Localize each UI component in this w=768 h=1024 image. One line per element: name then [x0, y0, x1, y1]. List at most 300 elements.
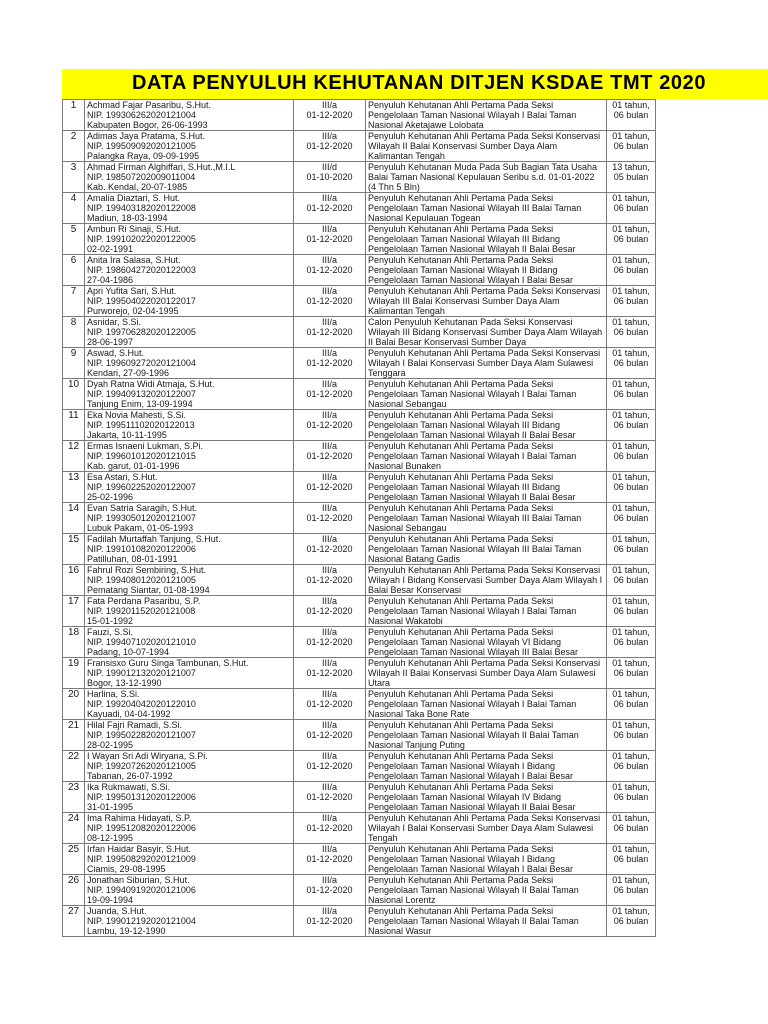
rank-grade: III/a: [321, 782, 337, 792]
birth-info: 08-12-1995: [87, 833, 134, 843]
service-years: 01 tahun,: [612, 410, 650, 420]
rank-grade: III/a: [321, 472, 337, 482]
grade-cell: [294, 410, 366, 441]
position-text: Penyuluh Kehutanan Ahli Pertama Pada Seksi Pengelolaan Taman Nasional Wilayah I Balai Taman Nasional Sebangau: [368, 379, 577, 409]
rank-grade: III/a: [321, 317, 337, 327]
staff-table: [62, 99, 656, 937]
birth-info: Purworejo, 02-04-1995: [87, 306, 179, 316]
birth-info: Bogor, 13-12-1990: [87, 678, 162, 688]
position-text: Penyuluh Kehutanan Ahli Pertama Pada Seksi Pengelolaan Taman Nasional Wilayah III Bidang Pengelolaan Taman Nasional Wilayah II Balai Besar: [368, 224, 576, 254]
employee-nip: NIP. 199409132020122007: [87, 389, 196, 399]
service-years: 01 tahun,: [612, 689, 650, 699]
name-cell: [85, 131, 294, 162]
position-text: Penyuluh Kehutanan Ahli Pertama Pada Seksi Pengelolaan Taman Nasional Wilayah III Balai Taman Nasional Sebangau: [368, 503, 582, 533]
service-period-cell: [607, 658, 656, 689]
grade-cell: [294, 162, 366, 193]
position-cell: [366, 627, 607, 658]
service-months: 06 bulan: [613, 420, 649, 430]
service-months: 06 bulan: [613, 265, 649, 275]
service-months: 06 bulan: [613, 296, 649, 306]
rank-grade: III/a: [321, 751, 337, 761]
tmt-date: 01-12-2020: [306, 482, 353, 492]
service-period-cell: [607, 844, 656, 875]
employee-nip: NIP. 199502282020121007: [87, 730, 196, 740]
tmt-date: 01-10-2020: [306, 172, 353, 182]
service-months: 06 bulan: [613, 327, 649, 337]
position-text: Penyuluh Kehutanan Ahli Pertama Pada Seksi Konservasi Wilayah I Bidang Konservasi Sumber Daya Alam Wilayah I Balai Besar Konservasi: [368, 565, 603, 595]
grade-cell: [294, 317, 366, 348]
employee-nip: NIP. 198604272020122003: [87, 265, 196, 275]
name-cell: [85, 193, 294, 224]
service-years: 01 tahun,: [612, 348, 650, 358]
grade-cell: [294, 906, 366, 937]
rank-grade: III/a: [321, 906, 337, 916]
position-text: Penyuluh Kehutanan Ahli Pertama Pada Seksi Pengelolaan Taman Nasional Wilayah I Balai Taman Nasional Bunaken: [368, 441, 577, 471]
row-number: 18: [63, 627, 85, 658]
service-years: 01 tahun,: [612, 565, 650, 575]
employee-name: Fadilah Murtaffah Tanjung, S.Hut.: [87, 534, 221, 544]
service-period-cell: [607, 100, 656, 131]
name-cell: [85, 317, 294, 348]
grade-cell: [294, 286, 366, 317]
row-number: 12: [63, 441, 85, 472]
position-text: Penyuluh Kehutanan Ahli Pertama Pada Seksi Pengelolaan Taman Nasional Wilayah III Balai Taman Nasional Kepulauan Togean: [368, 193, 582, 223]
row-number: 22: [63, 751, 85, 782]
service-years: 13 tahun,: [612, 162, 650, 172]
tmt-date: 01-12-2020: [306, 575, 353, 585]
employee-nip: NIP. 199012132020121007: [87, 668, 196, 678]
employee-nip: NIP. 199602252020122007: [87, 482, 196, 492]
service-months: 06 bulan: [613, 761, 649, 771]
tmt-date: 01-12-2020: [306, 823, 353, 833]
position-cell: [366, 534, 607, 565]
position-cell: [366, 348, 607, 379]
birth-info: 28-06-1997: [87, 337, 134, 347]
row-number: 11: [63, 410, 85, 441]
service-years: 01 tahun,: [612, 813, 650, 823]
service-months: 06 bulan: [613, 482, 649, 492]
service-months: 06 bulan: [613, 358, 649, 368]
position-cell: [366, 286, 607, 317]
service-years: 01 tahun,: [612, 751, 650, 761]
tmt-date: 01-12-2020: [306, 203, 353, 213]
table-row: [63, 782, 656, 813]
table-row: [63, 317, 656, 348]
service-years: 01 tahun,: [612, 472, 650, 482]
tmt-date: 01-12-2020: [306, 513, 353, 523]
row-number: 6: [63, 255, 85, 286]
service-period-cell: [607, 286, 656, 317]
service-months: 05 bulan: [613, 172, 649, 182]
position-text: Penyuluh Kehutanan Ahli Pertama Pada Seksi Pengelolaan Taman Nasional Wilayah III Balai Taman Nasional Batang Gadis: [368, 534, 582, 564]
row-number: 23: [63, 782, 85, 813]
table-row: [63, 348, 656, 379]
position-cell: [366, 441, 607, 472]
employee-name: Amalia Diaztari, S. Hut.: [87, 193, 181, 203]
position-text: Penyuluh Kehutanan Ahli Pertama Pada Seksi Konservasi Wilayah II Balai Konservasi Sumber Daya Alam Kalimantan Tengah: [368, 131, 601, 161]
table-row: [63, 131, 656, 162]
service-period-cell: [607, 441, 656, 472]
service-years: 01 tahun,: [612, 596, 650, 606]
birth-info: Kendari, 27-09-1996: [87, 368, 170, 378]
position-text: Penyuluh Kehutanan Ahli Pertama Pada Seksi Konservasi Wilayah I Balai Konservasi Sumber Daya Alam Sulawesi Tenggara: [368, 348, 601, 378]
birth-info: Tabanan, 26-07-1992: [87, 771, 173, 781]
service-months: 06 bulan: [613, 792, 649, 802]
position-text: Penyuluh Kehutanan Ahli Pertama Pada Seksi Pengelolaan Taman Nasional Wilayah I Bidang Pengelolaan Taman Nasional Wilayah I Balai Besar: [368, 751, 573, 781]
position-cell: [366, 782, 607, 813]
service-period-cell: [607, 503, 656, 534]
employee-name: Apri Yufita Sari, S.Hut.: [87, 286, 177, 296]
service-months: 06 bulan: [613, 730, 649, 740]
rank-grade: III/a: [321, 255, 337, 265]
service-period-cell: [607, 627, 656, 658]
table-row: [63, 627, 656, 658]
birth-info: Padang, 10-07-1994: [87, 647, 170, 657]
tmt-date: 01-12-2020: [306, 141, 353, 151]
service-period-cell: [607, 906, 656, 937]
employee-nip: NIP. 199201152020121008: [87, 606, 196, 616]
employee-nip: NIP. 199409192020121006: [87, 885, 196, 895]
table-row: [63, 410, 656, 441]
name-cell: [85, 813, 294, 844]
rank-grade: III/a: [321, 441, 337, 451]
employee-name: Aswad, S.Hut.: [87, 348, 145, 358]
position-cell: [366, 503, 607, 534]
position-text: Penyuluh Kehutanan Ahli Pertama Pada Seksi Pengelolaan Taman Nasional Wilayah II Balai Taman Nasional Tanjung Puting: [368, 720, 579, 750]
employee-nip: NIP. 199305012020121007: [87, 513, 196, 523]
position-cell: [366, 379, 607, 410]
table-row: [63, 100, 656, 131]
position-cell: [366, 658, 607, 689]
grade-cell: [294, 441, 366, 472]
table-row: [63, 906, 656, 937]
row-number: 25: [63, 844, 85, 875]
position-text: Penyuluh Kehutanan Ahli Pertama Pada Seksi Pengelolaan Taman Nasional Wilayah I Bidang Pengelolaan Taman Nasional Wilayah I Balai Besar: [368, 844, 573, 874]
position-text: Penyuluh Kehutanan Ahli Pertama Pada Seksi Pengelolaan Taman Nasional Wilayah II Bidang Pengelolaan Taman Nasional Wilayah I Balai Besar: [368, 255, 573, 285]
position-text: Penyuluh Kehutanan Ahli Pertama Pada Seksi Pengelolaan Taman Nasional Wilayah II Balai Taman Nasional Lorentz: [368, 875, 579, 905]
name-cell: [85, 472, 294, 503]
birth-info: Kabupaten Bogor, 26-06-1993: [87, 120, 208, 130]
name-cell: [85, 720, 294, 751]
service-years: 01 tahun,: [612, 255, 650, 265]
row-number: 4: [63, 193, 85, 224]
grade-cell: [294, 348, 366, 379]
grade-cell: [294, 224, 366, 255]
birth-info: Kab. garut, 01-01-1996: [87, 461, 180, 471]
table-row: [63, 658, 656, 689]
employee-name: Anita Ira Salasa, S.Hut.: [87, 255, 181, 265]
table-row: [63, 689, 656, 720]
position-cell: [366, 193, 607, 224]
employee-name: Eka Novia Mahesti, S.Si.: [87, 410, 187, 420]
row-number: 9: [63, 348, 85, 379]
position-cell: [366, 255, 607, 286]
grade-cell: [294, 193, 366, 224]
grade-cell: [294, 720, 366, 751]
name-cell: [85, 286, 294, 317]
grade-cell: [294, 534, 366, 565]
name-cell: [85, 658, 294, 689]
service-years: 01 tahun,: [612, 906, 650, 916]
name-cell: [85, 689, 294, 720]
name-cell: [85, 844, 294, 875]
birth-info: 31-01-1995: [87, 802, 134, 812]
table-row: [63, 193, 656, 224]
grade-cell: [294, 379, 366, 410]
position-cell: [366, 689, 607, 720]
service-period-cell: [607, 410, 656, 441]
employee-nip: NIP. 199504022020122017: [87, 296, 196, 306]
position-text: Penyuluh Kehutanan Ahli Pertama Pada Seksi Pengelolaan Taman Nasional Wilayah III Bidang Pengelolaan Taman Nasional Wilayah II Balai Besar: [368, 410, 576, 440]
tmt-date: 01-12-2020: [306, 265, 353, 275]
employee-nip: NIP. 199509092020121005: [87, 141, 196, 151]
employee-name: Ahmad Firman Alghiffari, S.Hut.,M.I.L: [87, 162, 236, 172]
tmt-date: 01-12-2020: [306, 358, 353, 368]
table-row: [63, 255, 656, 286]
service-months: 06 bulan: [613, 823, 649, 833]
service-period-cell: [607, 348, 656, 379]
rank-grade: III/a: [321, 503, 337, 513]
grade-cell: [294, 627, 366, 658]
rank-grade: III/a: [321, 100, 337, 110]
rank-grade: III/a: [321, 131, 337, 141]
service-months: 06 bulan: [613, 575, 649, 585]
service-period-cell: [607, 131, 656, 162]
name-cell: [85, 565, 294, 596]
grade-cell: [294, 844, 366, 875]
employee-nip: NIP. 199204042020122010: [87, 699, 196, 709]
row-number: 15: [63, 534, 85, 565]
table-row: [63, 286, 656, 317]
service-years: 01 tahun,: [612, 534, 650, 544]
employee-nip: NIP. 199408012020121005: [87, 575, 196, 585]
grade-cell: [294, 503, 366, 534]
rank-grade: III/a: [321, 193, 337, 203]
service-months: 06 bulan: [613, 451, 649, 461]
employee-name: Juanda, S.Hut.: [87, 906, 147, 916]
service-months: 06 bulan: [613, 637, 649, 647]
name-cell: [85, 162, 294, 193]
position-text: Penyuluh Kehutanan Ahli Pertama Pada Seksi Pengelolaan Taman Nasional Wilayah I Balai Taman Nasional Aketajawe Lolobata: [368, 100, 577, 130]
row-number: 27: [63, 906, 85, 937]
name-cell: [85, 906, 294, 937]
service-months: 06 bulan: [613, 699, 649, 709]
rank-grade: III/d: [321, 162, 337, 172]
service-years: 01 tahun,: [612, 286, 650, 296]
table-row: [63, 720, 656, 751]
name-cell: [85, 534, 294, 565]
staff-table-body: [63, 100, 656, 937]
service-months: 06 bulan: [613, 389, 649, 399]
row-number: 16: [63, 565, 85, 596]
position-text: Penyuluh Kehutanan Muda Pada Sub Bagian Tata Usaha Balai Taman Nasional Kepulauan Seribu s.d. 01-01-2022 (4 Thn 5 Bln): [368, 162, 598, 192]
service-period-cell: [607, 472, 656, 503]
tmt-date: 01-12-2020: [306, 544, 353, 554]
row-number: 3: [63, 162, 85, 193]
name-cell: [85, 782, 294, 813]
rank-grade: III/a: [321, 875, 337, 885]
grade-cell: [294, 472, 366, 503]
tmt-date: 01-12-2020: [306, 234, 353, 244]
service-months: 06 bulan: [613, 203, 649, 213]
row-number: 2: [63, 131, 85, 162]
table-row: [63, 813, 656, 844]
position-text: Calon Penyuluh Kehutanan Pada Seksi Konservasi Wilayah III Bidang Konservasi Sumber Daya Alam Wilayah II Balai Besar Konservasi Sumber Daya: [368, 317, 603, 347]
employee-nip: NIP. 199407102020121010: [87, 637, 196, 647]
tmt-date: 01-12-2020: [306, 699, 353, 709]
employee-nip: NIP. 199601012020121015: [87, 451, 196, 461]
service-period-cell: [607, 689, 656, 720]
service-months: 06 bulan: [613, 668, 649, 678]
position-cell: [366, 875, 607, 906]
table-row: [63, 875, 656, 906]
service-years: 01 tahun,: [612, 658, 650, 668]
service-period-cell: [607, 720, 656, 751]
service-period-cell: [607, 596, 656, 627]
employee-nip: NIP. 199012192020121004: [87, 916, 196, 926]
position-cell: [366, 472, 607, 503]
birth-info: Patilluhan, 08-01-1991: [87, 554, 178, 564]
employee-name: Jonathan Siburian, S.Hut.: [87, 875, 190, 885]
row-number: 21: [63, 720, 85, 751]
table-row: [63, 162, 656, 193]
name-cell: [85, 348, 294, 379]
service-period-cell: [607, 751, 656, 782]
employee-nip: NIP. 199207262020121005: [87, 761, 196, 771]
employee-name: Ika Rukmawati, S.Si.: [87, 782, 171, 792]
employee-name: Fauzi, S.Si.: [87, 627, 134, 637]
rank-grade: III/a: [321, 379, 337, 389]
employee-nip: NIP. 199511102020122013: [87, 420, 195, 430]
rank-grade: III/a: [321, 565, 337, 575]
birth-info: Tanjung Enim, 13-09-1994: [87, 399, 193, 409]
grade-cell: [294, 596, 366, 627]
position-text: Penyuluh Kehutanan Ahli Pertama Pada Seksi Pengelolaan Taman Nasional Wilayah VI Bidang Pengelolaan Taman Nasional Wilayah III Balai Besar: [368, 627, 578, 657]
service-months: 06 bulan: [613, 885, 649, 895]
employee-name: Evan Satria Saragih, S.Hut.: [87, 503, 198, 513]
tmt-date: 01-12-2020: [306, 885, 353, 895]
service-period-cell: [607, 317, 656, 348]
position-cell: [366, 100, 607, 131]
birth-info: Madiun, 18-03-1994: [87, 213, 168, 223]
table-row: [63, 844, 656, 875]
service-period-cell: [607, 875, 656, 906]
employee-name: Dyah Ratna Widi Atmaja, S.Hut.: [87, 379, 215, 389]
rank-grade: III/a: [321, 689, 337, 699]
row-number: 17: [63, 596, 85, 627]
rank-grade: III/a: [321, 627, 337, 637]
position-cell: [366, 844, 607, 875]
employee-name: Achmad Fajar Pasaribu, S.Hut.: [87, 100, 212, 110]
position-text: Penyuluh Kehutanan Ahli Pertama Pada Seksi Pengelolaan Taman Nasional Wilayah I Balai Taman Nasional Taka Bone Rate: [368, 689, 577, 719]
position-cell: [366, 751, 607, 782]
service-months: 06 bulan: [613, 141, 649, 151]
table-row: [63, 534, 656, 565]
grade-cell: [294, 689, 366, 720]
tmt-date: 01-12-2020: [306, 606, 353, 616]
row-number: 10: [63, 379, 85, 410]
service-years: 01 tahun,: [612, 317, 650, 327]
table-row: [63, 565, 656, 596]
birth-info: Lambu, 19-12-1990: [87, 926, 166, 936]
row-number: 5: [63, 224, 85, 255]
table-row: [63, 751, 656, 782]
tmt-date: 01-12-2020: [306, 296, 353, 306]
name-cell: [85, 255, 294, 286]
service-years: 01 tahun,: [612, 131, 650, 141]
position-cell: [366, 596, 607, 627]
table-row: [63, 379, 656, 410]
service-period-cell: [607, 813, 656, 844]
name-cell: [85, 379, 294, 410]
service-period-cell: [607, 565, 656, 596]
employee-name: Fransisxo Guru Singa Tambunan, S.Hut.: [87, 658, 249, 668]
employee-name: Asnidar, S.Si.: [87, 317, 142, 327]
position-cell: [366, 720, 607, 751]
service-years: 01 tahun,: [612, 782, 650, 792]
service-months: 06 bulan: [613, 513, 649, 523]
employee-name: Ermas Isnaeni Lukman, S.Pi.: [87, 441, 204, 451]
rank-grade: III/a: [321, 813, 337, 823]
employee-name: Fata Perdana Pasaribu, S.P.: [87, 596, 201, 606]
grade-cell: [294, 131, 366, 162]
birth-info: Pematang Siantar, 01-08-1994: [87, 585, 210, 595]
tmt-date: 01-12-2020: [306, 389, 353, 399]
row-number: 1: [63, 100, 85, 131]
employee-nip: NIP. 199706282020122005: [87, 327, 196, 337]
row-number: 7: [63, 286, 85, 317]
service-period-cell: [607, 162, 656, 193]
rank-grade: III/a: [321, 596, 337, 606]
service-period-cell: [607, 534, 656, 565]
position-text: Penyuluh Kehutanan Ahli Pertama Pada Seksi Konservasi Wilayah II Balai Konservasi Sumber Daya Alam Sulawesi Utara: [368, 658, 601, 688]
employee-name: Hilal Fajri Ramadi, S.Si.: [87, 720, 183, 730]
rank-grade: III/a: [321, 348, 337, 358]
name-cell: [85, 627, 294, 658]
grade-cell: [294, 782, 366, 813]
tmt-date: 01-12-2020: [306, 730, 353, 740]
name-cell: [85, 100, 294, 131]
tmt-date: 01-12-2020: [306, 761, 353, 771]
tmt-date: 01-12-2020: [306, 668, 353, 678]
birth-info: 28-02-1995: [87, 740, 134, 750]
rank-grade: III/a: [321, 720, 337, 730]
position-cell: [366, 565, 607, 596]
position-cell: [366, 813, 607, 844]
name-cell: [85, 596, 294, 627]
employee-nip: NIP. 199609272020121004: [87, 358, 196, 368]
service-months: 06 bulan: [613, 606, 649, 616]
tmt-date: 01-12-2020: [306, 451, 353, 461]
employee-name: I Wayan Sri Adi Wiryana, S.Pi.: [87, 751, 208, 761]
employee-name: Ima Rahima Hidayati, S.P.: [87, 813, 192, 823]
grade-cell: [294, 255, 366, 286]
row-number: 20: [63, 689, 85, 720]
birth-info: 15-01-1992: [87, 616, 134, 626]
employee-name: Ambun Ri Sinaji, S.Hut.: [87, 224, 182, 234]
name-cell: [85, 503, 294, 534]
tmt-date: 01-12-2020: [306, 916, 353, 926]
row-number: 14: [63, 503, 85, 534]
table-row: [63, 224, 656, 255]
service-years: 01 tahun,: [612, 224, 650, 234]
rank-grade: III/a: [321, 534, 337, 544]
service-months: 06 bulan: [613, 110, 649, 120]
service-years: 01 tahun,: [612, 627, 650, 637]
position-cell: [366, 317, 607, 348]
table-row: [63, 441, 656, 472]
tmt-date: 01-12-2020: [306, 420, 353, 430]
